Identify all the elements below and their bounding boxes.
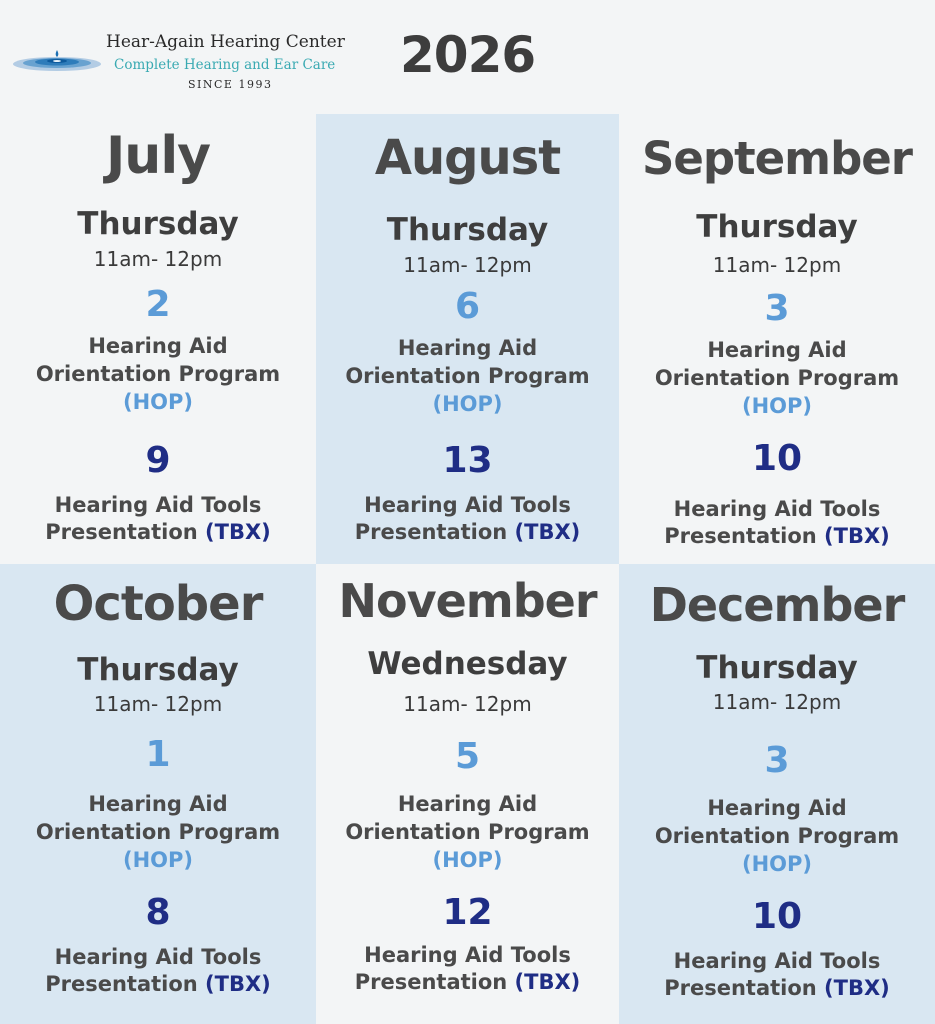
- hop-date: 2: [145, 284, 171, 325]
- hop-session-title: [619, 794, 935, 878]
- tbx-presentation: Presentation: [45, 972, 198, 996]
- time-range: 11am- 12pm: [712, 690, 842, 714]
- tbx-line-1: Hearing Aid Tools: [673, 497, 881, 521]
- tbx-date: 8: [145, 892, 171, 933]
- tbx-line-1: Hearing Aid Tools: [364, 493, 571, 517]
- tbx-line-2: [619, 523, 935, 550]
- tbx-line-2: [316, 969, 619, 996]
- hop-code: (HOP): [741, 394, 812, 418]
- tbx-date: 13: [442, 440, 493, 481]
- month-cell-august: [316, 114, 619, 564]
- hop-code: (HOP): [432, 392, 503, 416]
- weekday-label: Thursday: [696, 650, 858, 686]
- hop-code: (HOP): [122, 848, 193, 872]
- hop-code: (HOP): [432, 848, 503, 872]
- month-title: December: [649, 578, 905, 632]
- tbx-line-2: [0, 971, 316, 998]
- hop-line-1: Hearing Aid: [88, 792, 228, 816]
- tbx-date: 10: [751, 896, 803, 937]
- hop-session-title: [0, 332, 316, 416]
- hop-session-title: [316, 334, 619, 418]
- hop-date: 3: [764, 740, 790, 781]
- hop-line-1: Hearing Aid: [707, 796, 847, 820]
- tbx-session-title: [0, 492, 316, 546]
- hop-code: (HOP): [741, 852, 812, 876]
- company-logo: [10, 28, 350, 98]
- month-cell-july: [0, 114, 316, 564]
- weekday-label: Wednesday: [367, 646, 568, 682]
- hop-line-2: Orientation Program: [654, 824, 900, 848]
- weekday-label: Thursday: [386, 212, 549, 248]
- hop-line-2: Orientation Program: [345, 364, 590, 388]
- logo-since: SINCE 1993: [188, 78, 273, 91]
- tbx-date: 9: [145, 440, 171, 481]
- tbx-session-title: [619, 496, 935, 550]
- time-range: 11am- 12pm: [712, 253, 842, 277]
- hop-line-1: Hearing Aid: [397, 336, 538, 360]
- hop-code: (HOP): [122, 390, 193, 414]
- month-title: September: [642, 132, 912, 185]
- month-title: October: [53, 576, 263, 632]
- page-header: [0, 0, 935, 112]
- tbx-presentation: Presentation: [354, 520, 508, 544]
- tbx-code: (TBX): [514, 970, 581, 994]
- hop-session-title: [0, 790, 316, 874]
- tbx-session-title: [316, 492, 619, 546]
- tbx-code: (TBX): [824, 976, 890, 1000]
- tbx-presentation: Presentation: [664, 976, 817, 1000]
- hop-line-2: Orientation Program: [35, 362, 281, 386]
- month-cell-october: [0, 564, 316, 1024]
- month-cell-november: [316, 564, 619, 1024]
- hop-date: 1: [145, 734, 171, 775]
- hop-line-2: Orientation Program: [654, 366, 900, 390]
- hop-line-2: Orientation Program: [345, 820, 590, 844]
- month-title: August: [374, 130, 561, 186]
- tbx-line-1: Hearing Aid Tools: [54, 493, 262, 517]
- weekday-label: Thursday: [77, 652, 239, 688]
- hop-line-1: Hearing Aid: [707, 338, 847, 362]
- tbx-code: (TBX): [514, 520, 581, 544]
- tbx-date: 12: [442, 892, 493, 933]
- tbx-presentation: Presentation: [45, 520, 198, 544]
- tbx-session-title: [0, 944, 316, 998]
- weekday-label: Thursday: [696, 209, 858, 245]
- month-title: July: [105, 126, 211, 186]
- tbx-code: (TBX): [205, 520, 271, 544]
- tbx-session-title: [316, 942, 619, 996]
- hop-session-title: [619, 336, 935, 420]
- time-range: 11am- 12pm: [93, 692, 223, 716]
- hop-line-1: Hearing Aid: [397, 792, 538, 816]
- calendar-year: 2026: [400, 26, 536, 84]
- hop-date: 5: [454, 736, 481, 777]
- month-cell-december: [619, 564, 935, 1024]
- weekday-label: Thursday: [77, 206, 239, 242]
- logo-tagline: Complete Hearing and Ear Care: [114, 57, 336, 73]
- time-range: 11am- 12pm: [93, 247, 223, 271]
- tbx-line-2: [619, 975, 935, 1002]
- time-range: 11am- 12pm: [403, 692, 532, 716]
- month-title: November: [338, 574, 597, 628]
- logo-company-name: Hear-Again Hearing Center: [106, 32, 345, 52]
- hop-line-2: Orientation Program: [35, 820, 281, 844]
- tbx-session-title: [619, 948, 935, 1002]
- tbx-date: 10: [751, 438, 803, 479]
- hop-date: 3: [764, 288, 790, 329]
- hop-line-1: Hearing Aid: [88, 334, 228, 358]
- water-drop-icon: [12, 48, 102, 74]
- month-cell-september: [619, 114, 935, 564]
- hop-session-title: [316, 790, 619, 874]
- time-range: 11am- 12pm: [403, 253, 532, 277]
- hop-date: 6: [454, 286, 481, 327]
- tbx-line-1: Hearing Aid Tools: [673, 949, 881, 973]
- tbx-presentation: Presentation: [664, 524, 817, 548]
- tbx-line-2: [316, 519, 619, 546]
- tbx-line-2: [0, 519, 316, 546]
- tbx-line-1: Hearing Aid Tools: [364, 943, 571, 967]
- tbx-presentation: Presentation: [354, 970, 508, 994]
- tbx-line-1: Hearing Aid Tools: [54, 945, 262, 969]
- tbx-code: (TBX): [824, 524, 890, 548]
- tbx-code: (TBX): [205, 972, 271, 996]
